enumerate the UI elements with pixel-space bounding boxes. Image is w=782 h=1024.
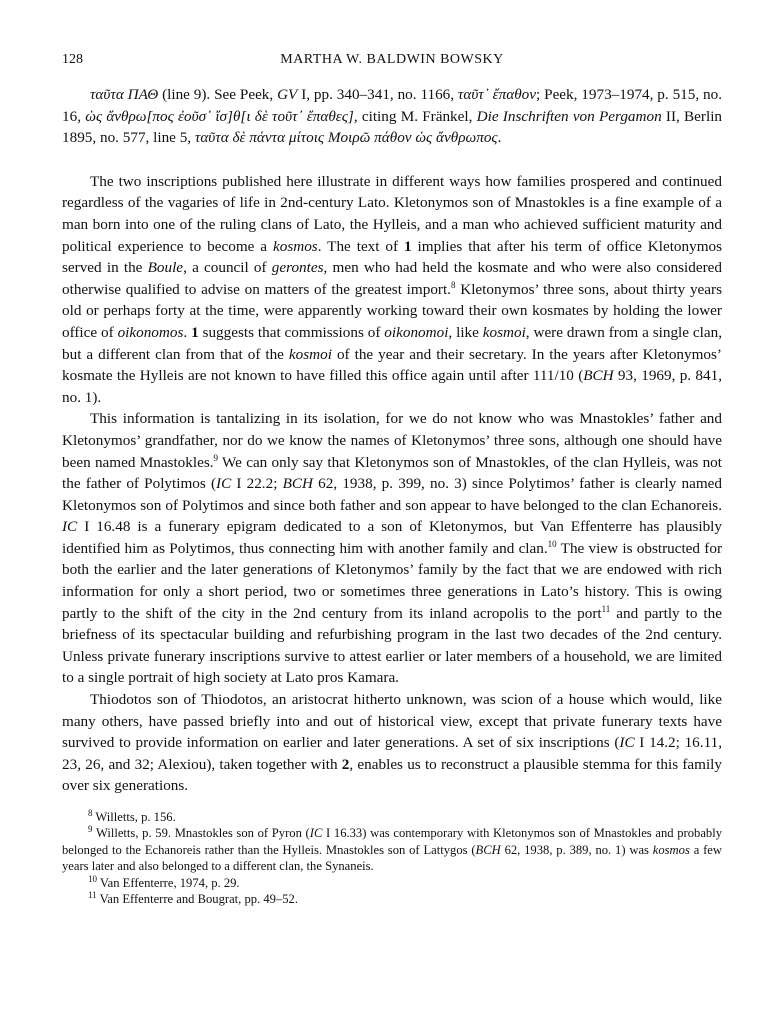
footnote-8: $^8$ Willetts, p. 156. bbox=[88, 807, 176, 824]
paragraph-1: The two inscriptions published here illustrate in different ways how families prospered and continued regardless of the vagaries of life in 2nd-century Lato. Kletonymos son of Mnastokles is a fine example of a man born into one of the ruling clans of Lato, the Hylleis, and a man who achieved sufficient maturity and political experience to become a kosmos. The text of 1 implies that after his term of office Kletonymos served in the Boule, a council of gerontes, men who had held the kosmate and who were also considered otherwise qualified to advise on matters of the greatest import.$^8$ Kletonymos’ three sons, about thirty years old or perhaps forty at the time, were apparently working toward their own kosmates by holding the lower office of oikonomos. 1 suggests that commissions of oikonomoi, like kosmoi, were drawn from a single clan, but a different clan from that of the kosmoi of the year and their secretary. In the years after Kletonymos’ kosmate the Hylleis are not known to have filled this office again until after 111/10 (BCH 93, 1969, p. 841, no. 1). bbox=[62, 172, 723, 406]
footnote-ref-9: 9 bbox=[213, 452, 219, 463]
footnote-9: $^9$ Willetts, p. 59. Mnastokles son of Pyron (IC I 16.33) was contemporary with Kletonymos son of Mnastokles and probably belonged to the Echanoreis rather than the Hylleis. Mnastokles son of Lattygos (BCH 62, 1938, p. 389, no. 1) was kosmos a few years later and also belonged to a different clan, the Synaneis. bbox=[62, 824, 723, 874]
footnote-continuation: ταῦτα ΠΑΘ (line 9). See Peek, GV I, pp. 340–341, no. 1166, ταῦτ᾽ ἔπαθον; Peek, 1973–1974, p. 515, no. 16, ὡς ἄνθρω[πος ἐοῦσ᾽ ἴσ]θ[ι δὲ τοῦτ᾽ ἔπαθες], citing M. Fränkel, Die Inschriften von Pergamon II, Berlin 1895, no. 577, line 5, ταῦτα δὲ πάντα μίτοις Μοιρῶ πάθον ὡς ἄνθρωπος. bbox=[62, 86, 723, 147]
page-header bbox=[62, 52, 722, 74]
paragraph-3: Thiodotos son of Thiodotos, an aristocrat hitherto unknown, was scion of a house which would, like many others, have passed briefly into and out of historical view, except that private funerary texts have survived to provide information on earlier and later generations. A set of six inscriptions (IC I 14.2; 16.11, 23, 26, and 32; Alexiou), taken together with 2, enables us to reconstruct a plausible stemma for this family over six generations. bbox=[62, 691, 722, 795]
footnote-ref-8: 8 bbox=[450, 279, 456, 290]
footnote-ref-10: 10 bbox=[547, 538, 557, 549]
page-body bbox=[62, 84, 722, 907]
paragraph-2: This information is tantalizing in its isolation, for we do not know who was Mnastokles’ father and Kletonymos’ grandfather, nor do we know the names of Kletonymos’ three sons, although one should have been named Mnastokles.$^9$ We can only say that Kletonymos son of Mnastokles, of the clan Hylleis, was not the father of Polytimos (IC I 22.2; BCH 62, 1938, p. 399, no. 3) since Polytimos’ father is clearly named Kletonymos son of Polytimos and since both father and son appear to have belonged to the clan Echanoreis. IC I 16.48 is a funerary epigram dedicated to a son of Kletonymos, but Van Effenterre has plausibly identified him as Polytimos, thus connecting him with another family and clan.$^{10}$ The view is obstructed for both the earlier and the later generations of Kletonymos’ family by the fact that we are endowed with rich information for only a short period, two or sometimes three generations in Lato’s history. This is owing partly to the shift of the city in the 2nd century from its inland acropolis to the port$^{11}$ and partly to the briefness of its spectacular building and refurbishing program in the last two decades of the 2nd century. Unless private funerary inscriptions survive to attest earlier or later members of a household, we are limited to a single portrait of high society at Lato pros Kamara. bbox=[62, 410, 722, 687]
footnotes bbox=[62, 809, 722, 907]
footnote-ref-11: 11 bbox=[601, 603, 611, 614]
running-head: MARTHA W. BALDWIN BOWSKY bbox=[280, 52, 504, 67]
page-number: 128 bbox=[62, 52, 83, 67]
footnote-11: $^{11}$ Van Effenterre and Bougrat, pp. 49–52. bbox=[88, 889, 299, 907]
footnote-10: $^{10}$ Van Effenterre, 1974, p. 29. bbox=[88, 873, 240, 890]
